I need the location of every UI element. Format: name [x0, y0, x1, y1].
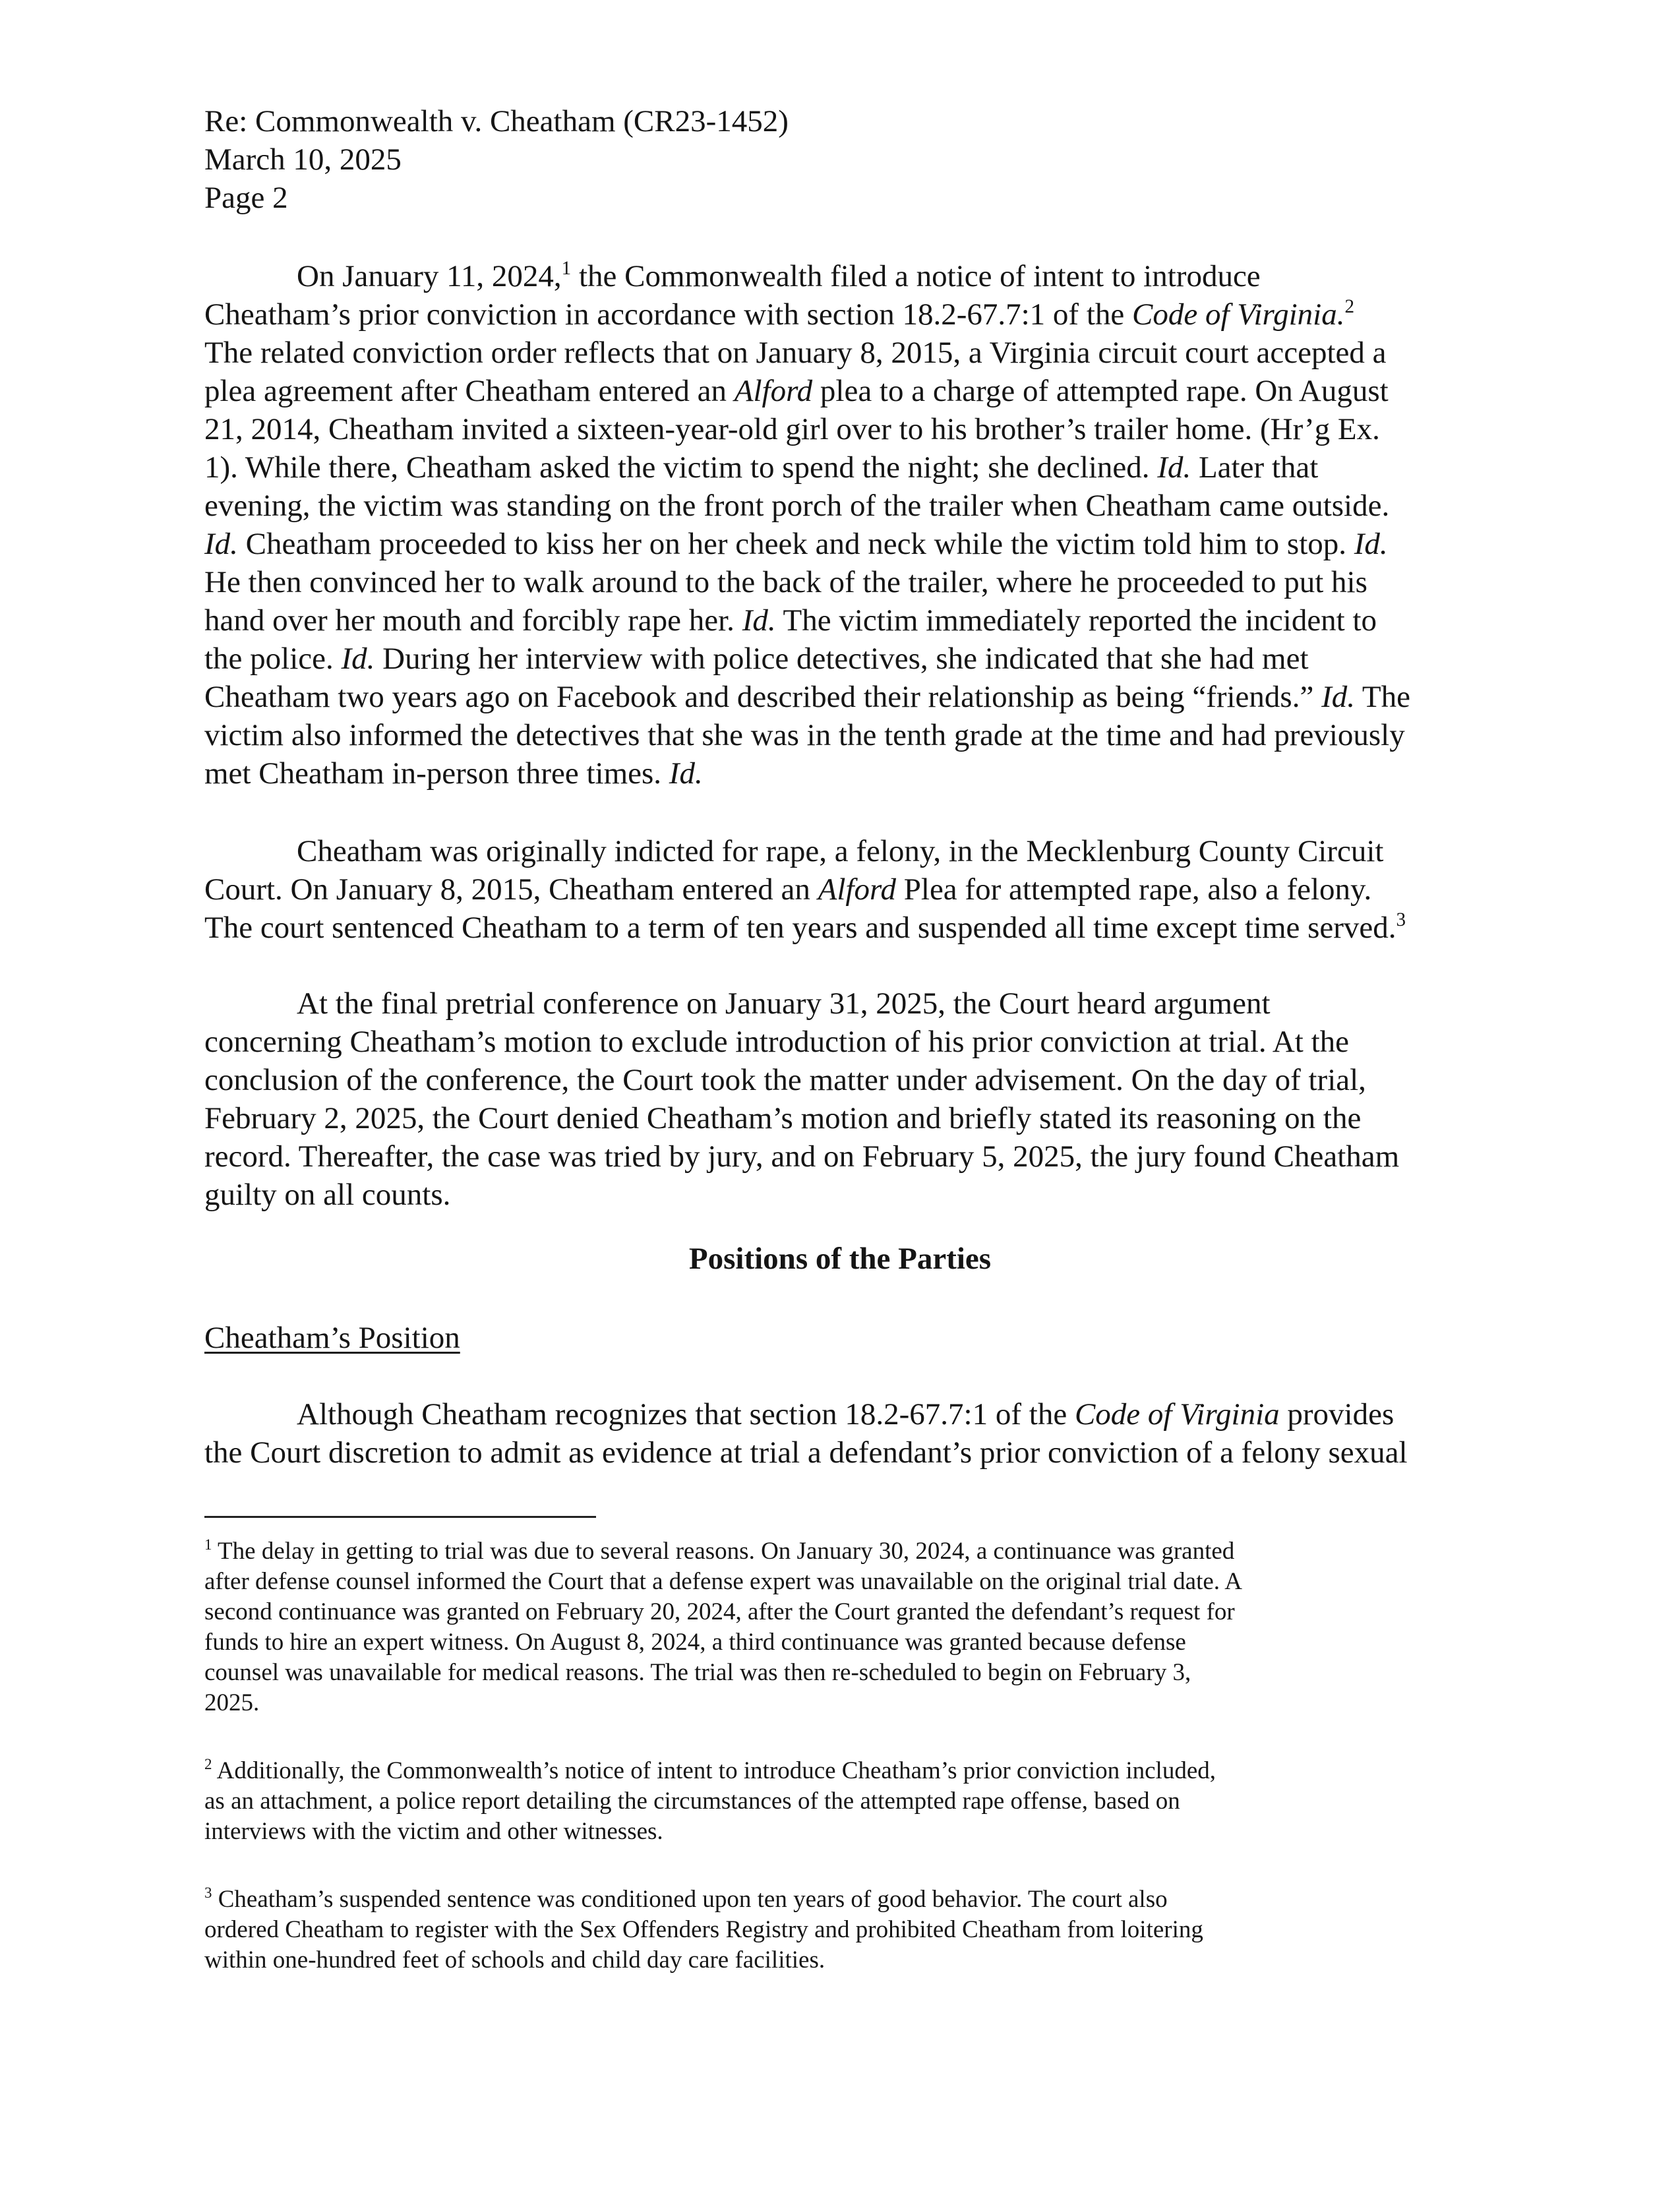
- text-line: evening, the victim was standing on the front porch of the trailer when Cheatham came outside.: [204, 489, 1390, 523]
- text-line: ordered Cheatham to register with the Sex Offenders Registry and prohibited Cheatham from loitering: [204, 1916, 1203, 1943]
- subsection-heading: Cheatham’s Position: [204, 1321, 460, 1355]
- text-line: $^1$ The delay in getting to trial was due to several reasons. On January 30, 2024, a continuance was granted: [204, 1536, 1235, 1565]
- footnote-ref[interactable]: 2: [1344, 295, 1355, 317]
- text-line: concerning Cheatham’s motion to exclude introduction of his prior conviction at trial. At the: [204, 1025, 1349, 1059]
- text-line: interviews with the victim and other witnesses.: [204, 1818, 663, 1845]
- footnote-number: 3: [204, 1884, 212, 1901]
- text-line: Cheatham two years ago on Facebook and described their relationship as being “friends.” Id. The: [204, 680, 1410, 714]
- text-line: funds to hire an expert witness. On August 8, 2024, a third continuance was granted because defense: [204, 1629, 1186, 1656]
- text-line: the Court discretion to admit as evidence at trial a defendant’s prior conviction of a felony sexual: [204, 1435, 1408, 1470]
- text-line: after defense counsel informed the Court that a defense expert was unavailable on the original trial date. A: [204, 1568, 1242, 1595]
- text-line: guilty on all counts.: [204, 1178, 451, 1212]
- text-line: Id. Cheatham proceeded to kiss her on her cheek and neck while the victim told him to stop. Id.: [204, 527, 1388, 561]
- text-line: 1). While there, Cheatham asked the victim to spend the night; she declined. Id. Later that: [204, 450, 1319, 485]
- text-line: counsel was unavailable for medical reasons. The trial was then re-scheduled to begin on February 3,: [204, 1659, 1191, 1686]
- text-line: $^3$ Cheatham’s suspended sentence was conditioned upon ten years of good behavior. The court also: [204, 1884, 1168, 1913]
- text-line: as an attachment, a police report detailing the circumstances of the attempted rape offense, based on: [204, 1788, 1180, 1815]
- text-line: Cheatham was originally indicted for rape, a felony, in the Mecklenburg County Circuit: [297, 834, 1384, 868]
- text-line: $^2$ Additionally, the Commonwealth’s notice of intent to introduce Cheatham’s prior conviction included,: [204, 1755, 1216, 1784]
- text-line: met Cheatham in-person three times. Id.: [204, 756, 703, 791]
- text-line: He then convinced her to walk around to the back of the trailer, where he proceeded to put his: [204, 565, 1367, 599]
- letter-date: March 10, 2025: [204, 142, 402, 177]
- text-line: 21, 2014, Cheatham invited a sixteen-year-old girl over to his brother’s trailer home. (Hr’g Ex.: [204, 412, 1380, 446]
- text-line: On January 11, 2024,$^1$ the Commonwealth filed a notice of intent to introduce: [297, 257, 1261, 293]
- text-line: record. Thereafter, the case was tried by jury, and on February 5, 2025, the jury found Cheatham: [204, 1139, 1400, 1174]
- text-line: hand over her mouth and forcibly rape her. Id. The victim immediately reported the incident to: [204, 603, 1377, 638]
- footnote-number: 2: [204, 1755, 212, 1772]
- case-reference: Re: Commonwealth v. Cheatham (CR23-1452): [204, 104, 789, 138]
- text-line: Cheatham’s prior conviction in accordance with section 18.2-67.7:1 of the Code of Virginia.$^2$: [204, 295, 1355, 332]
- text-line: the police. Id. During her interview with police detectives, she indicated that she had met: [204, 642, 1309, 676]
- footnote-ref[interactable]: 1: [561, 257, 572, 279]
- footnote-ref[interactable]: 3: [1396, 909, 1406, 930]
- text-line: Court. On January 8, 2015, Cheatham entered an Alford Plea for attempted rape, also a felony.: [204, 872, 1372, 907]
- footnote-number: 1: [204, 1536, 212, 1553]
- text-line: plea agreement after Cheatham entered an Alford plea to a charge of attempted rape. On August: [204, 374, 1389, 408]
- text-line: The court sentenced Cheatham to a term of ten years and suspended all time except time served.$^3$: [204, 909, 1406, 945]
- text-line: second continuance was granted on February 20, 2024, after the Court granted the defendant’s request for: [204, 1598, 1235, 1625]
- text-line: conclusion of the conference, the Court took the matter under advisement. On the day of trial,: [204, 1063, 1366, 1097]
- section-heading: Positions of the Parties: [688, 1242, 992, 1276]
- footnote-separator: [204, 1516, 596, 1518]
- text-line: Although Cheatham recognizes that section 18.2-67.7:1 of the Code of Virginia provides: [297, 1397, 1395, 1432]
- text-line: within one-hundred feet of schools and child day care facilities.: [204, 1946, 825, 1974]
- text-line: 2025.: [204, 1689, 260, 1716]
- text-line: At the final pretrial conference on January 31, 2025, the Court heard argument: [297, 986, 1271, 1021]
- text-line: The related conviction order reflects that on January 8, 2015, a Virginia circuit court accepted a: [204, 336, 1387, 370]
- text-line: victim also informed the detectives that she was in the tenth grade at the time and had previously: [204, 718, 1405, 752]
- page-number: Page 2: [204, 181, 288, 215]
- text-line: February 2, 2025, the Court denied Cheatham’s motion and briefly stated its reasoning on the: [204, 1101, 1362, 1135]
